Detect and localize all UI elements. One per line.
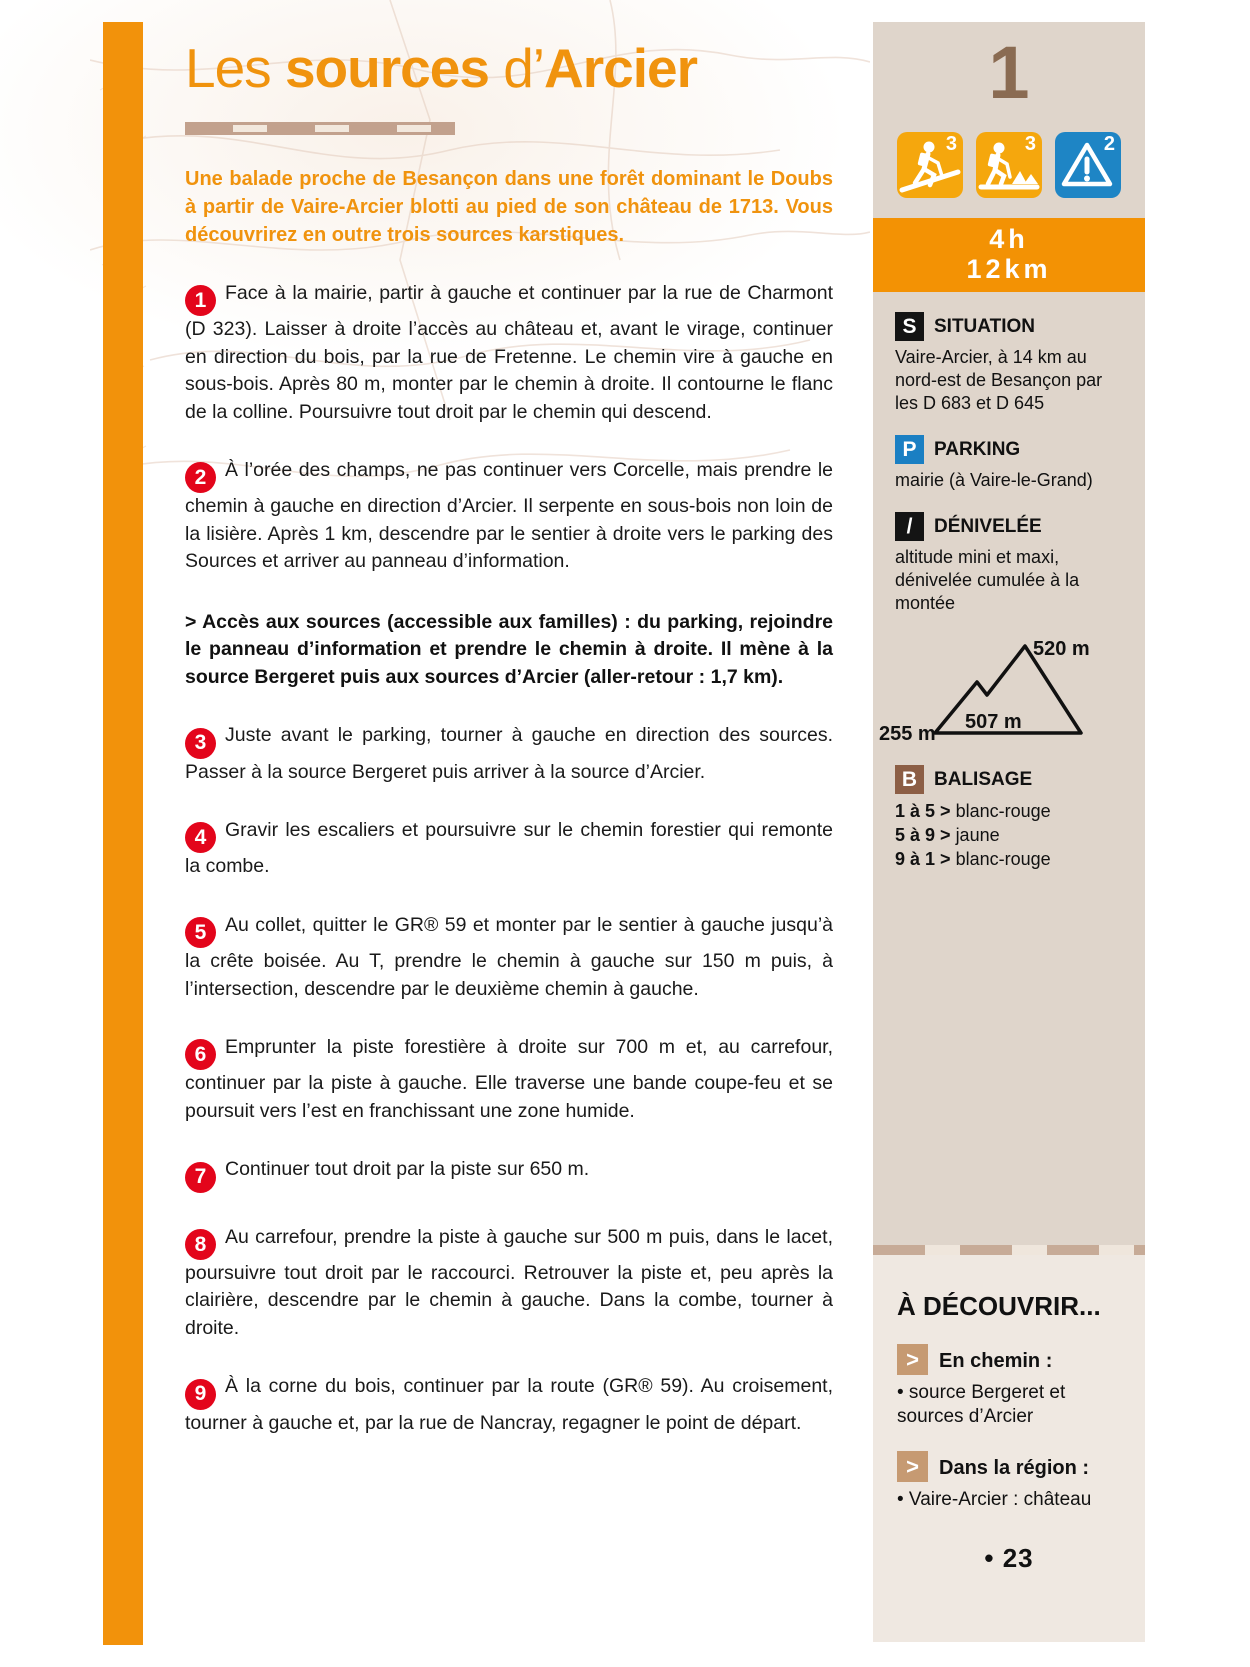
denivelee-icon: / (895, 512, 924, 541)
step-text: Face à la mairie, partir à gauche et continuer par la rue de Charmont (D 323). Laisser à droite l’accès au château et, avant le virage, continuer en direction du bois, par la rue de Fretenne. Le chemin vire à gauche en sous-bois. Après 80 m, monter par le chemin à droite. Il contourne le flanc de la colline. Poursuivre tout droit par le chemin qui descend. (185, 281, 833, 423)
step-text: Juste avant le parking, tourner à gauche en direction des sources. Passer à la source Bergeret puis arriver à la source d’Arcier. (185, 724, 833, 783)
step-text: Continuer tout droit par la piste sur 650 m. (225, 1158, 590, 1181)
title-part: Arcier (544, 37, 697, 99)
denivelee-label: DÉNIVELÉE (934, 515, 1042, 537)
route-step (185, 1224, 833, 1343)
situation-section (873, 312, 1145, 415)
elevation-profile (873, 625, 1145, 753)
chevron-icon: > (897, 1344, 928, 1375)
route-step (185, 912, 833, 1003)
parking-label: PARKING (934, 438, 1021, 460)
step-number-badge: 7 (185, 1162, 216, 1193)
denivelee-text: altitude mini et maxi, dénivelée cumulée à la montée (895, 547, 1080, 613)
balisage-lines (895, 799, 1131, 871)
route-step (185, 280, 833, 426)
title-decorative-rule (185, 122, 455, 135)
discover-section (897, 1344, 1121, 1429)
step-text: Au collet, quitter le GR® 59 et monter par le sentier à gauche jusqu’à la crête boisée. Au T, prendre le chemin à gauche sur 150 m puis, à l’intersection, descendre par le deuxième chemin à gauche. (185, 913, 833, 1000)
route-step (185, 457, 833, 576)
intro-paragraph: Une balade proche de Besançon dans une forêt dominant le Doubs à partir de Vaire-Arcier blotti au pied de son château de 1713. Vous découvrirez en outre trois sources karstiques. (185, 167, 833, 246)
title-part: sources (284, 37, 489, 99)
title-part: Les (185, 37, 285, 99)
discover-section-label: Dans la région : (939, 1457, 1090, 1479)
page-title (185, 37, 833, 99)
balisage-line: 1 à 5 > blanc-rouge (895, 801, 1051, 821)
steps-block-1 (185, 280, 833, 576)
balisage-line: 5 à 9 > jaune (895, 825, 1000, 845)
left-accent-bar (103, 22, 143, 1645)
situation-text: Vaire-Arcier, à 14 km au nord-est de Besançon par les D 683 et D 645 (895, 347, 1103, 413)
main-content (185, 37, 833, 1437)
route-step (185, 1156, 833, 1192)
elevation-min-label: 255 m (879, 723, 936, 745)
step-number-badge: 2 (185, 462, 216, 493)
difficulty-level: 3 (1024, 133, 1036, 155)
info-sidebar (873, 22, 1145, 1642)
chevron-icon: > (897, 1451, 928, 1482)
info-panel (873, 22, 1145, 1245)
step-number-badge: 3 (185, 728, 216, 759)
warning-triangle-icon (1055, 132, 1121, 198)
difficulty-level: 3 (945, 133, 957, 155)
balisage-icon: B (895, 765, 924, 794)
route-step (185, 1373, 833, 1437)
access-note: > Accès aux sources (accessible aux familles) : du parking, rejoindre le panneau d’information et prendre le chemin à droite. Il mène à la source Bergeret puis aux sources d’Arcier (aller-retour : 1,7 km). (185, 610, 833, 688)
denivelee-section (873, 512, 1145, 615)
discover-item: • Vaire-Arcier : château (897, 1489, 1092, 1510)
duration-distance-bar (873, 218, 1145, 292)
step-number-badge: 6 (185, 1039, 216, 1070)
hiker-uphill-icon (897, 132, 963, 198)
route-step (185, 1034, 833, 1125)
page-number: • 23 (984, 1543, 1034, 1573)
discover-panel (873, 1255, 1145, 1642)
parking-icon: P (895, 435, 924, 464)
balisage-line: 9 à 1 > blanc-rouge (895, 849, 1051, 869)
elevation-max-label: 520 m (1033, 638, 1090, 660)
step-text: Gravir les escaliers et poursuivre sur le chemin forestier qui remonte la combe. (185, 819, 833, 878)
step-text: Emprunter la piste forestière à droite sur 700 m et, au carrefour, continuer par la piste à gauche. Elle traverse une bande coupe-feu et se poursuit vers l’est en franchissant une zone humide. (185, 1036, 833, 1122)
parking-section (873, 435, 1145, 492)
step-number-badge: 1 (185, 285, 216, 316)
discover-section-label: En chemin : (939, 1350, 1053, 1372)
discover-item: • source Bergeret et sources d’Arcier (897, 1382, 1066, 1427)
step-text: À la corne du bois, continuer par la route (GR® 59). Au croisement, tourner à gauche et, par la rue de Nancray, regagner le point de départ. (185, 1375, 833, 1434)
route-step (185, 817, 833, 881)
elevation-climb-label: 507 m (965, 711, 1022, 733)
situation-label: SITUATION (934, 315, 1035, 337)
title-part: d’ (488, 37, 545, 99)
route-step (185, 722, 833, 786)
discover-title: À DÉCOUVRIR... (897, 1291, 1101, 1321)
situation-icon: S (895, 312, 924, 341)
discover-section (897, 1451, 1121, 1512)
step-number-badge: 5 (185, 917, 216, 948)
duration-value: 4h (989, 224, 1029, 254)
panel-divider-rule (873, 1245, 1145, 1255)
balisage-label: BALISAGE (934, 768, 1033, 790)
step-text: Au carrefour, prendre la piste à gauche sur 500 m puis, dans le lacet, poursuivre tout droit par le raccourci. Retrouver la piste et, peu après la clairière, descendre par le chemin à gauche. Dans la combe, tourner à droite. (185, 1225, 833, 1339)
steps-block-2 (185, 722, 833, 1437)
distance-value: 12km (966, 254, 1052, 284)
discover-sections (897, 1344, 1121, 1512)
risk-level: 2 (1103, 133, 1115, 155)
step-number-badge: 8 (185, 1229, 216, 1260)
difficulty-icons-row (873, 132, 1145, 198)
balisage-section (873, 765, 1145, 871)
step-text: À l’orée des champs, ne pas continuer vers Corcelle, mais prendre le chemin à gauche en direction d’Arcier. Il serpente en sous-bois non loin de la lisière. Après 1 km, descendre par le sentier à droite vers le parking des Sources et arriver au panneau d’information. (185, 459, 833, 573)
parking-text: mairie (à Vaire-le-Grand) (895, 470, 1093, 490)
trail-number: 1 (988, 31, 1030, 114)
step-number-badge: 4 (185, 822, 216, 853)
hiker-terrain-icon (976, 132, 1042, 198)
step-number-badge: 9 (185, 1379, 216, 1410)
